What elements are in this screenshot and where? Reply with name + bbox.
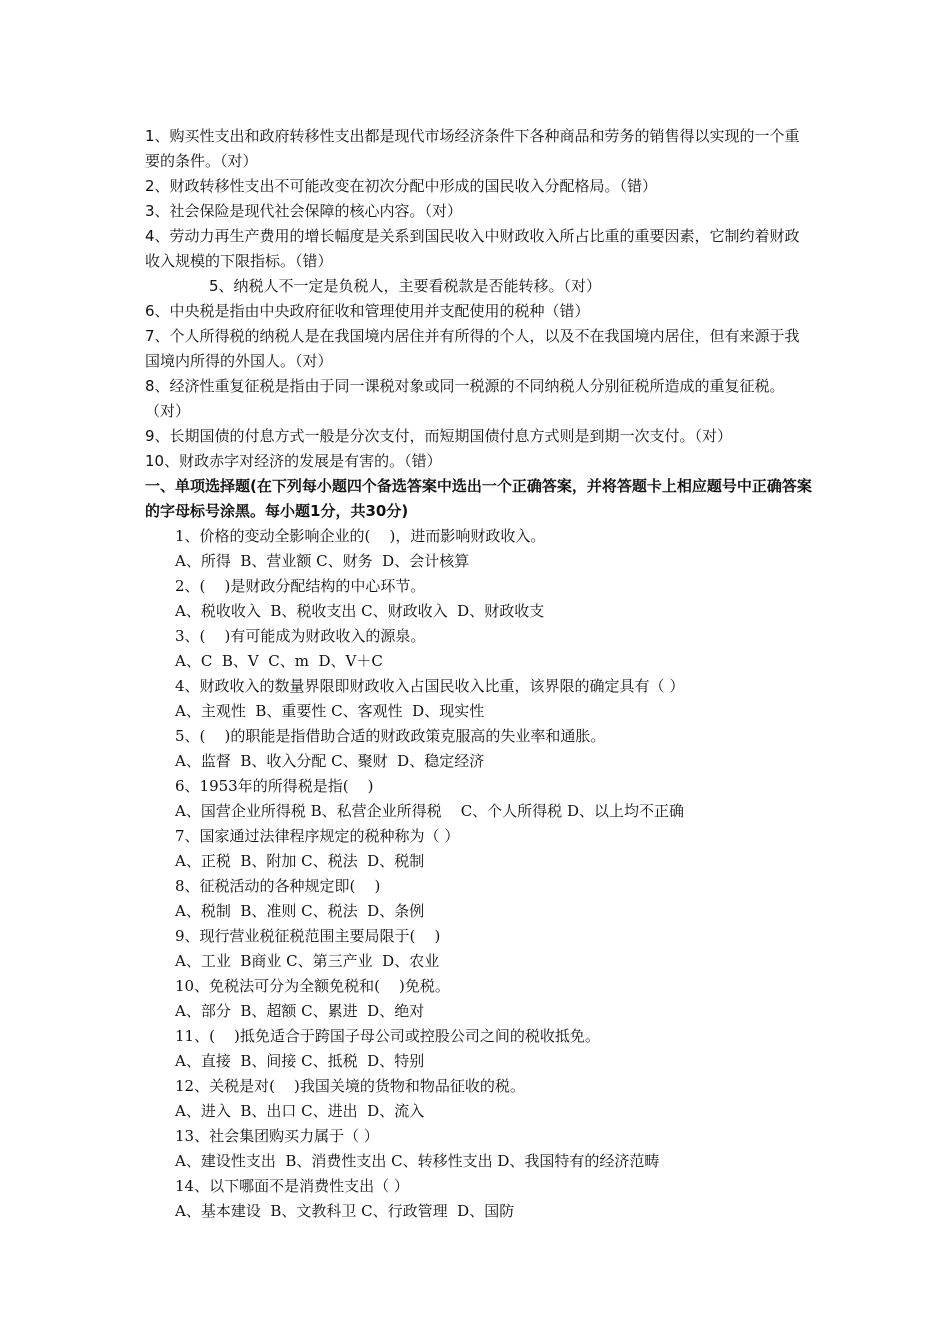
choice-question	[175, 524, 813, 574]
true-false-section	[145, 124, 813, 474]
document-body	[145, 124, 813, 1224]
question-text: 1、价格的变动全影响企业的( )，进而影响财政收入。	[175, 527, 546, 545]
choice-question	[175, 774, 813, 824]
true-false-item: 9、长期国债的付息方式一般是分次支付，而短期国债付息方式则是到期一次支付。（对）	[145, 427, 733, 445]
answer-options: A、所得 B、营业额 C、财务 D、会计核算	[175, 552, 470, 570]
question-text: 8、征税活动的各种规定即( )	[175, 877, 381, 895]
answer-options: A、税制 B、准则 C、税法 D、条例	[175, 902, 425, 920]
answer-options: A、工业 B商业 C、第三产业 D、农业	[175, 952, 440, 970]
multiple-choice-section	[145, 524, 813, 1224]
answer-options: A、税收收入 B、税收支出 C、财政收入 D、财政收支	[175, 602, 545, 620]
choice-question	[175, 924, 813, 974]
answer-options: A、进入 B、出口 C、进出 D、流入	[175, 1102, 425, 1120]
choice-question	[175, 574, 813, 624]
true-false-item: 3、社会保险是现代社会保障的核心内容。（对）	[145, 202, 463, 220]
question-text: 2、( )是财政分配结构的中心环节。	[175, 577, 426, 595]
true-false-item: 2、财政转移性支出不可能改变在初次分配中形成的国民收入分配格局。（错）	[145, 177, 658, 195]
true-false-item: 8、经济性重复征税是指由于同一课税对象或同一税源的不同纳税人分别征税所造成的重复征税。（对）	[145, 377, 785, 420]
true-false-item: 7、个人所得税的纳税人是在我国境内居住并有所得的个人，以及不在我国境内居住，但有来源于我国境内所得的外国人。（对）	[145, 327, 800, 370]
question-text: 13、社会集团购买力属于（ ）	[175, 1127, 379, 1145]
answer-options: A、直接 B、间接 C、抵税 D、特别	[175, 1052, 425, 1070]
choice-question	[175, 974, 813, 1024]
question-text: 10、免税法可分为全额免税和( )免税。	[175, 977, 450, 995]
choice-question	[175, 674, 813, 724]
choice-question	[175, 724, 813, 774]
true-false-item: 4、劳动力再生产费用的增长幅度是关系到国民收入中财政收入所占比重的重要因素，它制约着财政收入规模的下限指标。（错）	[145, 227, 800, 270]
section-heading: 一、单项选择题(在下列每小题四个备选答案中选出一个正确答案，并将答题卡上相应题号中正确答案的字母标号涂黑。每小题1分，共30分)	[145, 477, 812, 520]
answer-options: A、部分 B、超额 C、累进 D、绝对	[175, 1002, 425, 1020]
answer-options: A、监督 B、收入分配 C、聚财 D、稳定经济	[175, 752, 485, 770]
choice-question	[175, 874, 813, 924]
answer-options: A、基本建设 B、文教科卫 C、行政管理 D、国防	[175, 1202, 515, 1220]
question-text: 12、关税是对( )我国关境的货物和物品征收的税。	[175, 1077, 525, 1095]
choice-question	[175, 1174, 813, 1224]
choice-question	[175, 1024, 813, 1074]
true-false-item: 5、纳税人不一定是负税人，主要看税款是否能转移。（对）	[209, 277, 602, 295]
question-text: 5、( )的职能是指借助合适的财政政策克服高的失业率和通胀。	[175, 727, 606, 745]
true-false-item: 10、财政赤字对经济的发展是有害的。（错）	[145, 452, 442, 470]
choice-question	[175, 1074, 813, 1124]
question-text: 14、以下哪面不是消费性支出（ ）	[175, 1177, 409, 1195]
question-text: 6、1953年的所得税是指( )	[175, 777, 374, 795]
answer-options: A、正税 B、附加 C、税法 D、税制	[175, 852, 425, 870]
answer-options: A、建设性支出 B、消费性支出 C、转移性支出 D、我国特有的经济范畴	[175, 1152, 660, 1170]
answer-options: A、C B、V C、m D、V＋C	[175, 652, 383, 670]
choice-question	[175, 624, 813, 674]
true-false-item: 1、购买性支出和政府转移性支出都是现代市场经济条件下各种商品和劳务的销售得以实现的一个重要的条件。（对）	[145, 127, 800, 170]
question-text: 4、财政收入的数量界限即财政收入占国民收入比重，该界限的确定具有（ ）	[175, 677, 685, 695]
answer-options: A、主观性 B、重要性 C、客观性 D、现实性	[175, 702, 485, 720]
choice-question	[175, 824, 813, 874]
answer-options: A、国营企业所得税 B、私营企业所得税 C、个人所得税 D、以上均不正确	[175, 802, 684, 820]
question-text: 7、国家通过法律程序规定的税种称为（ ）	[175, 827, 460, 845]
question-text: 9、现行营业税征税范围主要局限于( )	[175, 927, 441, 945]
true-false-item: 6、中央税是指由中央政府征收和管理使用并支配使用的税种（错）	[145, 302, 590, 320]
question-text: 3、( )有可能成为财政收入的源泉。	[175, 627, 426, 645]
choice-question	[175, 1124, 813, 1174]
question-text: 11、( )抵免适合于跨国子母公司或控股公司之间的税收抵免。	[175, 1027, 600, 1045]
